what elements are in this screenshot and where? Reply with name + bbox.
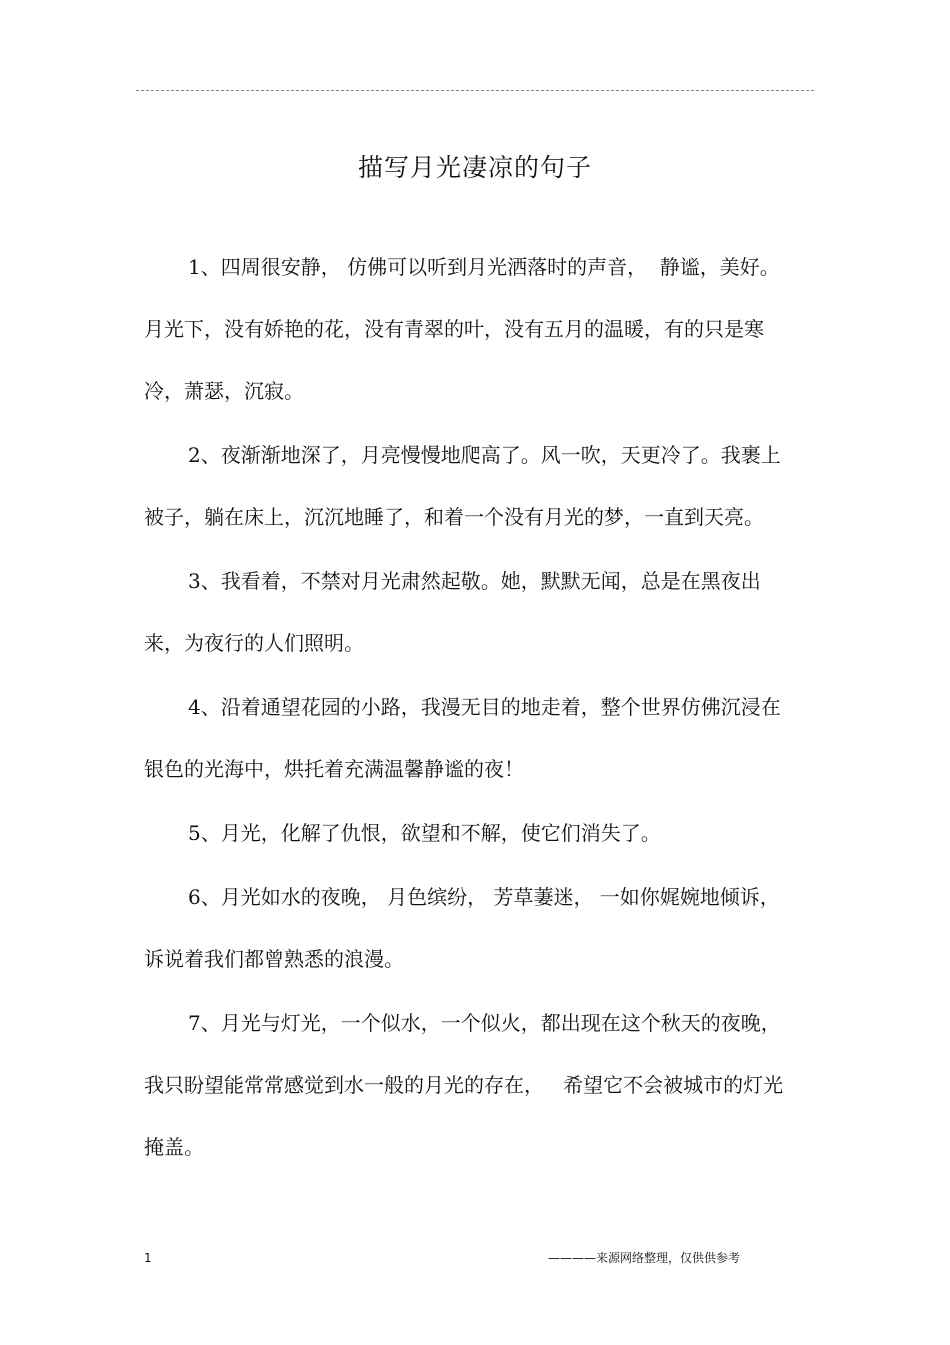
paragraph-7: 7、月光与灯光，一个似水，一个似火，都出现在这个秋天的夜晚，我只盼望能常常感觉到水一般的月光的存在， 希望它不会被城市的灯光掩盖。 (144, 1011, 784, 1159)
paragraph-6: 6、月光如水的夜晚， 月色缤纷， 芳草萋迷， 一如你娓婉地倾诉，诉说着我们都曾熟悉的浪漫。 (144, 885, 780, 971)
document-body (144, 236, 799, 1180)
paragraph-2: 2、夜渐渐地深了，月亮慢慢地爬高了。风一吹，天更冷了。我裹上被子，躺在床上，沉沉地睡了，和着一个没有月光的梦，一直到天亮。 (144, 443, 781, 529)
paragraph-4: 4、沿着通望花园的小路，我漫无目的地走着，整个世界仿佛沉浸在银色的光海中，烘托着充满温馨静谧的夜！ (144, 695, 781, 781)
paragraph-3: 3、我看着，不禁对月光肃然起敬。她，默默无闻，总是在黑夜出来，为夜行的人们照明。 (144, 569, 761, 655)
page-number: 1 (144, 1251, 152, 1265)
paragraph-5: 5、月光，化解了仇恨，欲望和不解，使它们消失了。 (188, 821, 661, 845)
document-title: 描写月光凄凉的句子 (357, 153, 592, 182)
footer-source-note: ————来源网络整理，仅供供参考 (548, 1251, 741, 1265)
paragraph-1: 1、四周很安静， 仿佛可以听到月光洒落时的声音， 静谧，美好。月光下，没有娇艳的花，没有青翠的叶，没有五月的温暖，有的只是寒冷，萧瑟，沉寂。 (144, 255, 780, 403)
header-rule (136, 90, 814, 91)
